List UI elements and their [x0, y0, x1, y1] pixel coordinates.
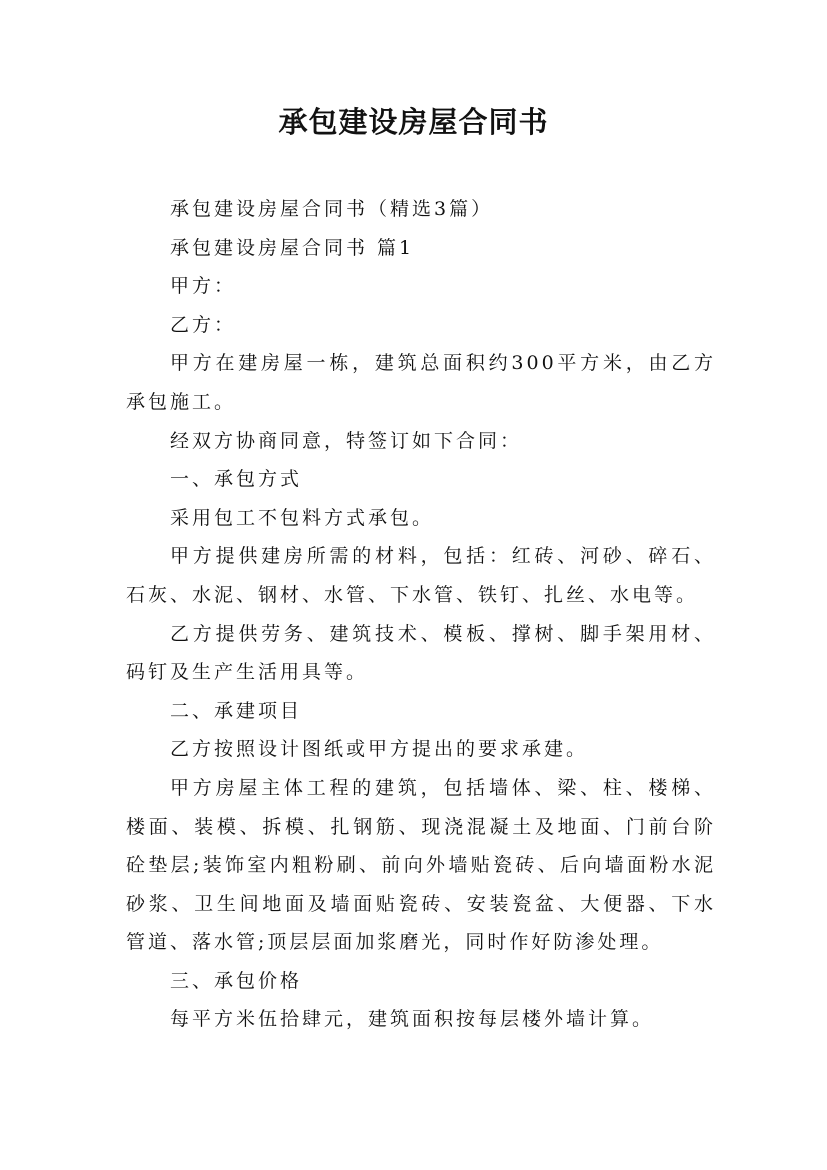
- paragraph-subtitle: 承包建设房屋合同书（精选3篇）: [170, 198, 494, 220]
- paragraph-contract-method: 采用包工不包料方式承包。: [170, 506, 435, 529]
- paragraph-party-b-supplies: 乙方提供劳务、建筑技术、模板、撑树、脚手架用材、码钉及生产生活用具等。: [126, 622, 716, 684]
- paragraph-main-works: 甲方房屋主体工程的建筑，包括墙体、梁、柱、楼梯、楼面、装模、拆模、扎钢筋、现浇混凝土及地面、门前台阶砼垫层;装饰室内粗粉刷、前向外墙贴瓷砖、后向墙面粉水泥砂浆、卫生间地面及墙面贴瓷砖、安装瓷盆、大便器、下水管道、落水管;顶层层面加浆磨光，同时作好防渗处理。: [126, 776, 716, 954]
- paragraph-construction-requirements: 乙方按照设计图纸或甲方提出的要求承建。: [170, 738, 589, 761]
- paragraph-heading-price: 三、承包价格: [170, 969, 303, 992]
- paragraph-party-a: 甲方：: [170, 275, 237, 298]
- paragraph-price: 每平方米伍拾肆元，建筑面积按每层楼外墙计算。: [170, 1008, 655, 1031]
- paragraph-party-b: 乙方：: [170, 313, 237, 336]
- paragraph-heading-construction-items: 二、承建项目: [170, 699, 303, 722]
- document-body: [126, 190, 716, 1039]
- document-title: 承包建设房屋合同书: [278, 105, 549, 139]
- paragraph-heading-contract-method: 一、承包方式: [170, 468, 303, 491]
- paragraph-party-a-materials: 甲方提供建房所需的材料，包括：红砖、河砂、碎石、石灰、水泥、钢材、水管、下水管、铁钉、扎丝、水电等。: [126, 545, 716, 606]
- paragraph-agreement: 经双方协商同意，特签订如下合同：: [170, 429, 523, 452]
- paragraph-section-heading: 承包建设房屋合同书 篇1: [170, 236, 415, 259]
- paragraph-project-summary: 甲方在建房屋一栋，建筑总面积约300平方米，由乙方承包施工。: [126, 352, 716, 413]
